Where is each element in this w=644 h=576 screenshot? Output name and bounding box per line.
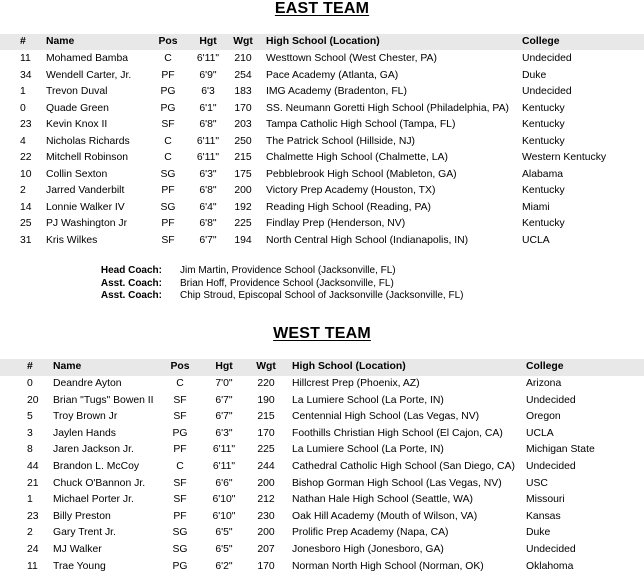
player-number: 34 bbox=[20, 69, 32, 81]
player-weight: 170 bbox=[257, 427, 275, 439]
table-row bbox=[0, 409, 644, 425]
player-height: 6'3" bbox=[199, 168, 217, 180]
coach-row bbox=[100, 265, 463, 278]
player-name: Trevon Duval bbox=[46, 86, 108, 97]
player-number: 20 bbox=[27, 394, 39, 406]
player-height: 6'6" bbox=[215, 477, 233, 489]
player-high-school: Jonesboro High (Jonesboro, GA) bbox=[292, 544, 444, 555]
player-weight: 183 bbox=[234, 86, 252, 97]
player-weight: 200 bbox=[257, 527, 275, 539]
player-name: Quade Green bbox=[46, 102, 109, 114]
player-position: C bbox=[176, 461, 184, 472]
player-high-school: Cathedral Catholic High School (San Diego, CA) bbox=[292, 461, 515, 472]
player-name: Brandon L. McCoy bbox=[53, 461, 140, 472]
coach-row bbox=[100, 277, 463, 291]
east-team-title-text: EAST TEAM bbox=[274, 0, 370, 17]
player-position: SF bbox=[173, 494, 187, 506]
player-weight: 230 bbox=[257, 510, 275, 522]
player-weight: 210 bbox=[234, 53, 252, 64]
column-header-college: College bbox=[526, 361, 564, 372]
player-number: 23 bbox=[27, 510, 39, 522]
player-high-school: SS. Neumann Goretti High School (Philadelphia, PA) bbox=[266, 102, 509, 114]
column-header-height: Hgt bbox=[215, 361, 233, 372]
player-number: 14 bbox=[20, 201, 32, 213]
player-position: C bbox=[164, 53, 172, 64]
player-high-school: Foothills Christian High School (El Cajon, CA) bbox=[292, 427, 503, 439]
player-name: Kris Wilkes bbox=[46, 234, 98, 246]
player-height: 6'7" bbox=[199, 234, 217, 246]
player-high-school: Centennial High School (Las Vegas, NV) bbox=[292, 411, 480, 423]
table-row bbox=[0, 509, 644, 525]
player-number: 1 bbox=[27, 494, 33, 506]
table-row bbox=[0, 150, 644, 166]
coach-role-label: Head Coach: bbox=[100, 265, 162, 276]
player-name: Kevin Knox II bbox=[46, 119, 108, 130]
player-number: 4 bbox=[20, 135, 26, 147]
player-height: 6'8" bbox=[199, 218, 217, 229]
player-name: Billy Preston bbox=[53, 510, 111, 522]
table-row bbox=[0, 84, 644, 100]
table-row bbox=[0, 167, 644, 183]
table-row bbox=[0, 200, 644, 216]
player-weight: 200 bbox=[234, 185, 252, 196]
player-height: 6'11" bbox=[196, 152, 220, 163]
player-height: 6'3" bbox=[215, 427, 233, 439]
player-height: 7'0" bbox=[215, 378, 233, 389]
column-header-high-school: High School (Location) bbox=[266, 36, 380, 47]
player-weight: 194 bbox=[234, 234, 252, 246]
player-number: 31 bbox=[20, 234, 32, 246]
player-college: Miami bbox=[522, 201, 550, 213]
player-number: 44 bbox=[27, 461, 39, 472]
player-college: Kentucky bbox=[522, 102, 565, 114]
player-position: PF bbox=[161, 218, 175, 229]
coach-name: Brian Hoff, Providence School (Jacksonville, FL) bbox=[180, 277, 394, 289]
player-college: Alabama bbox=[522, 168, 564, 180]
player-high-school: Bishop Gorman High School (Las Vegas, NV) bbox=[292, 477, 502, 489]
player-number: 2 bbox=[27, 527, 33, 539]
player-number: 0 bbox=[27, 378, 33, 389]
player-weight: 170 bbox=[234, 102, 252, 114]
player-number: 2 bbox=[20, 185, 26, 196]
column-header-college: College bbox=[522, 36, 560, 47]
player-college: Undecided bbox=[522, 53, 572, 64]
table-row bbox=[0, 101, 644, 117]
player-position: PG bbox=[172, 560, 188, 572]
player-name: Trae Young bbox=[53, 560, 106, 572]
player-high-school: Reading High School (Reading, PA) bbox=[266, 201, 431, 213]
column-header-name: Name bbox=[53, 361, 82, 372]
table-row bbox=[0, 134, 644, 150]
player-weight: 170 bbox=[257, 560, 275, 572]
player-weight: 225 bbox=[257, 444, 275, 456]
player-high-school: Prolific Prep Academy (Napa, CA) bbox=[292, 527, 449, 539]
player-high-school: Norman North High School (Norman, OK) bbox=[292, 560, 484, 572]
player-high-school: North Central High School (Indianapolis, IN) bbox=[266, 234, 469, 246]
player-weight: 215 bbox=[257, 411, 275, 423]
player-name: Mitchell Robinson bbox=[46, 152, 129, 163]
player-weight: 203 bbox=[234, 119, 252, 130]
player-height: 6'1" bbox=[199, 102, 217, 114]
player-name: Mohamed Bamba bbox=[46, 53, 129, 64]
table-header-row bbox=[0, 359, 644, 375]
player-position: SF bbox=[173, 394, 187, 406]
table-row bbox=[0, 376, 644, 392]
coach-role-label: Asst. Coach: bbox=[100, 290, 162, 301]
table-row bbox=[0, 459, 644, 475]
player-height: 6'11" bbox=[212, 461, 236, 472]
player-high-school: Tampa Catholic High School (Tampa, FL) bbox=[266, 119, 456, 130]
player-height: 6'5" bbox=[215, 544, 233, 555]
player-weight: 192 bbox=[234, 201, 252, 213]
table-row bbox=[0, 51, 644, 67]
player-position: C bbox=[176, 378, 184, 389]
player-college: USC bbox=[526, 477, 548, 489]
player-weight: 200 bbox=[257, 477, 275, 489]
player-college: Arizona bbox=[526, 378, 562, 389]
player-college: Michigan State bbox=[526, 444, 595, 456]
player-height: 6'4" bbox=[199, 201, 217, 213]
player-height: 6'7" bbox=[215, 411, 233, 423]
player-name: Nicholas Richards bbox=[46, 135, 130, 147]
player-college: Duke bbox=[526, 527, 551, 539]
player-position: PG bbox=[160, 102, 176, 114]
player-weight: 220 bbox=[257, 378, 275, 389]
column-header-number: # bbox=[27, 361, 33, 372]
player-high-school: Hillcrest Prep (Phoenix, AZ) bbox=[292, 378, 420, 389]
table-row bbox=[0, 525, 644, 541]
player-name: Wendell Carter, Jr. bbox=[46, 69, 132, 81]
table-row bbox=[0, 216, 644, 232]
player-height: 6'8" bbox=[199, 119, 217, 130]
player-number: 0 bbox=[20, 102, 26, 114]
player-height: 6'2" bbox=[215, 560, 233, 572]
column-header-high-school: High School (Location) bbox=[292, 361, 406, 372]
player-number: 22 bbox=[20, 152, 32, 163]
coach-role-label: Asst. Coach: bbox=[100, 277, 162, 289]
player-college: Oregon bbox=[526, 411, 561, 423]
player-name: Gary Trent Jr. bbox=[53, 527, 116, 539]
player-number: 5 bbox=[27, 411, 33, 423]
player-college: Undecided bbox=[526, 394, 576, 406]
player-weight: 215 bbox=[234, 152, 252, 163]
table-row bbox=[0, 559, 644, 575]
player-high-school: Chalmette High School (Chalmette, LA) bbox=[266, 152, 448, 163]
player-number: 23 bbox=[20, 119, 32, 130]
player-name: Deandre Ayton bbox=[53, 378, 122, 389]
player-high-school: La Lumiere School (La Porte, IN) bbox=[292, 444, 444, 456]
player-height: 6'10" bbox=[212, 494, 236, 506]
player-name: Troy Brown Jr bbox=[53, 411, 118, 423]
player-high-school: Oak Hill Academy (Mouth of Wilson, VA) bbox=[292, 510, 478, 522]
player-name: Chuck O'Bannon Jr. bbox=[53, 477, 146, 489]
player-position: SG bbox=[160, 201, 176, 213]
player-position: C bbox=[164, 152, 172, 163]
player-weight: 190 bbox=[257, 394, 275, 406]
player-height: 6'10" bbox=[212, 510, 236, 522]
player-college: Undecided bbox=[526, 544, 576, 555]
player-position: PF bbox=[173, 444, 187, 456]
player-number: 1 bbox=[20, 86, 26, 97]
table-row bbox=[0, 68, 644, 84]
player-college: Undecided bbox=[526, 461, 576, 472]
player-number: 24 bbox=[27, 544, 39, 555]
player-height: 6'11" bbox=[212, 444, 236, 456]
player-position: PG bbox=[160, 86, 176, 97]
player-height: 6'8" bbox=[199, 185, 217, 196]
player-name: Lonnie Walker IV bbox=[46, 201, 125, 213]
player-number: 25 bbox=[20, 218, 32, 229]
player-high-school: Pace Academy (Atlanta, GA) bbox=[266, 69, 399, 81]
column-header-position: Pos bbox=[170, 361, 190, 372]
table-header-row bbox=[0, 34, 644, 50]
player-name: Jaren Jackson Jr. bbox=[53, 444, 134, 456]
table-row bbox=[0, 542, 644, 558]
player-name: PJ Washington Jr bbox=[46, 218, 128, 229]
column-header-number: # bbox=[20, 36, 26, 47]
player-number: 3 bbox=[27, 427, 33, 439]
player-college: Duke bbox=[522, 69, 547, 81]
coach-name: Chip Stroud, Episcopal School of Jacksonville (Jacksonville, FL) bbox=[180, 290, 464, 301]
player-weight: 212 bbox=[257, 494, 275, 506]
table-row bbox=[0, 476, 644, 492]
player-position: SF bbox=[173, 477, 187, 489]
player-position: SG bbox=[172, 527, 188, 539]
player-position: PG bbox=[172, 427, 188, 439]
player-weight: 207 bbox=[257, 544, 275, 555]
player-weight: 244 bbox=[257, 461, 275, 472]
column-header-weight: Wgt bbox=[256, 361, 276, 372]
player-high-school: Victory Prep Academy (Houston, TX) bbox=[266, 185, 436, 196]
coach-name: Jim Martin, Providence School (Jacksonville, FL) bbox=[180, 265, 396, 276]
player-height: 6'3 bbox=[201, 86, 215, 97]
player-high-school: Westtown School (West Chester, PA) bbox=[266, 53, 437, 64]
player-college: UCLA bbox=[522, 234, 550, 246]
column-header-height: Hgt bbox=[199, 36, 217, 47]
player-college: Kentucky bbox=[522, 218, 565, 229]
player-number: 11 bbox=[27, 560, 38, 572]
player-high-school: Pebblebrook High School (Mableton, GA) bbox=[266, 168, 457, 180]
table-row bbox=[0, 183, 644, 199]
player-name: Jarred Vanderbilt bbox=[46, 185, 125, 196]
player-college: Kentucky bbox=[522, 135, 565, 147]
player-name: Brian "Tugs" Bowen II bbox=[53, 394, 154, 406]
player-high-school: IMG Academy (Bradenton, FL) bbox=[266, 86, 407, 97]
player-college: Kentucky bbox=[522, 185, 565, 196]
player-position: SF bbox=[161, 234, 175, 246]
table-row bbox=[0, 393, 644, 409]
player-height: 6'11" bbox=[196, 53, 220, 64]
player-high-school: The Patrick School (Hillside, NJ) bbox=[266, 135, 415, 147]
table-row bbox=[0, 442, 644, 458]
player-high-school: Nathan Hale High School (Seattle, WA) bbox=[292, 494, 473, 506]
table-row bbox=[0, 426, 644, 442]
column-header-weight: Wgt bbox=[233, 36, 253, 47]
player-college: Kentucky bbox=[522, 119, 565, 130]
player-high-school: Findlay Prep (Henderson, NV) bbox=[266, 218, 406, 229]
west-team-title-text: WEST TEAM bbox=[273, 325, 371, 342]
player-height: 6'11" bbox=[196, 135, 220, 147]
player-position: SG bbox=[172, 544, 188, 555]
player-position: SG bbox=[160, 168, 176, 180]
player-height: 6'7" bbox=[215, 394, 233, 406]
player-college: Western Kentucky bbox=[522, 152, 607, 163]
player-position: PF bbox=[161, 69, 175, 81]
column-header-name: Name bbox=[46, 36, 75, 47]
player-number: 21 bbox=[27, 477, 39, 489]
column-header-position: Pos bbox=[158, 36, 178, 47]
west-team-title bbox=[0, 325, 644, 343]
player-position: PF bbox=[173, 510, 187, 522]
player-number: 10 bbox=[20, 168, 32, 180]
player-college: Kansas bbox=[526, 510, 561, 522]
player-position: SF bbox=[161, 119, 175, 130]
player-weight: 225 bbox=[234, 218, 252, 229]
table-row bbox=[0, 233, 644, 249]
player-name: Collin Sexton bbox=[46, 168, 108, 180]
player-college: Oklahoma bbox=[526, 560, 574, 572]
player-name: Michael Porter Jr. bbox=[53, 494, 134, 506]
player-name: MJ Walker bbox=[53, 544, 102, 555]
player-weight: 250 bbox=[234, 135, 252, 147]
table-row bbox=[0, 117, 644, 133]
player-height: 6'9" bbox=[199, 69, 217, 81]
player-college: Undecided bbox=[522, 86, 572, 97]
player-weight: 175 bbox=[234, 168, 252, 180]
player-college: UCLA bbox=[526, 427, 554, 439]
player-position: PF bbox=[161, 185, 175, 196]
player-high-school: La Lumiere School (La Porte, IN) bbox=[292, 394, 444, 406]
player-height: 6'5" bbox=[215, 527, 233, 539]
player-name: Jaylen Hands bbox=[53, 427, 116, 439]
player-position: SF bbox=[173, 411, 187, 423]
player-college: Missouri bbox=[526, 494, 565, 506]
player-number: 11 bbox=[20, 53, 31, 64]
coach-row bbox=[100, 290, 464, 303]
player-weight: 254 bbox=[234, 69, 252, 81]
player-number: 8 bbox=[27, 444, 33, 456]
east-coaching-staff bbox=[100, 265, 464, 303]
east-team-title bbox=[0, 0, 644, 18]
player-position: C bbox=[164, 135, 172, 147]
table-row bbox=[0, 492, 644, 508]
